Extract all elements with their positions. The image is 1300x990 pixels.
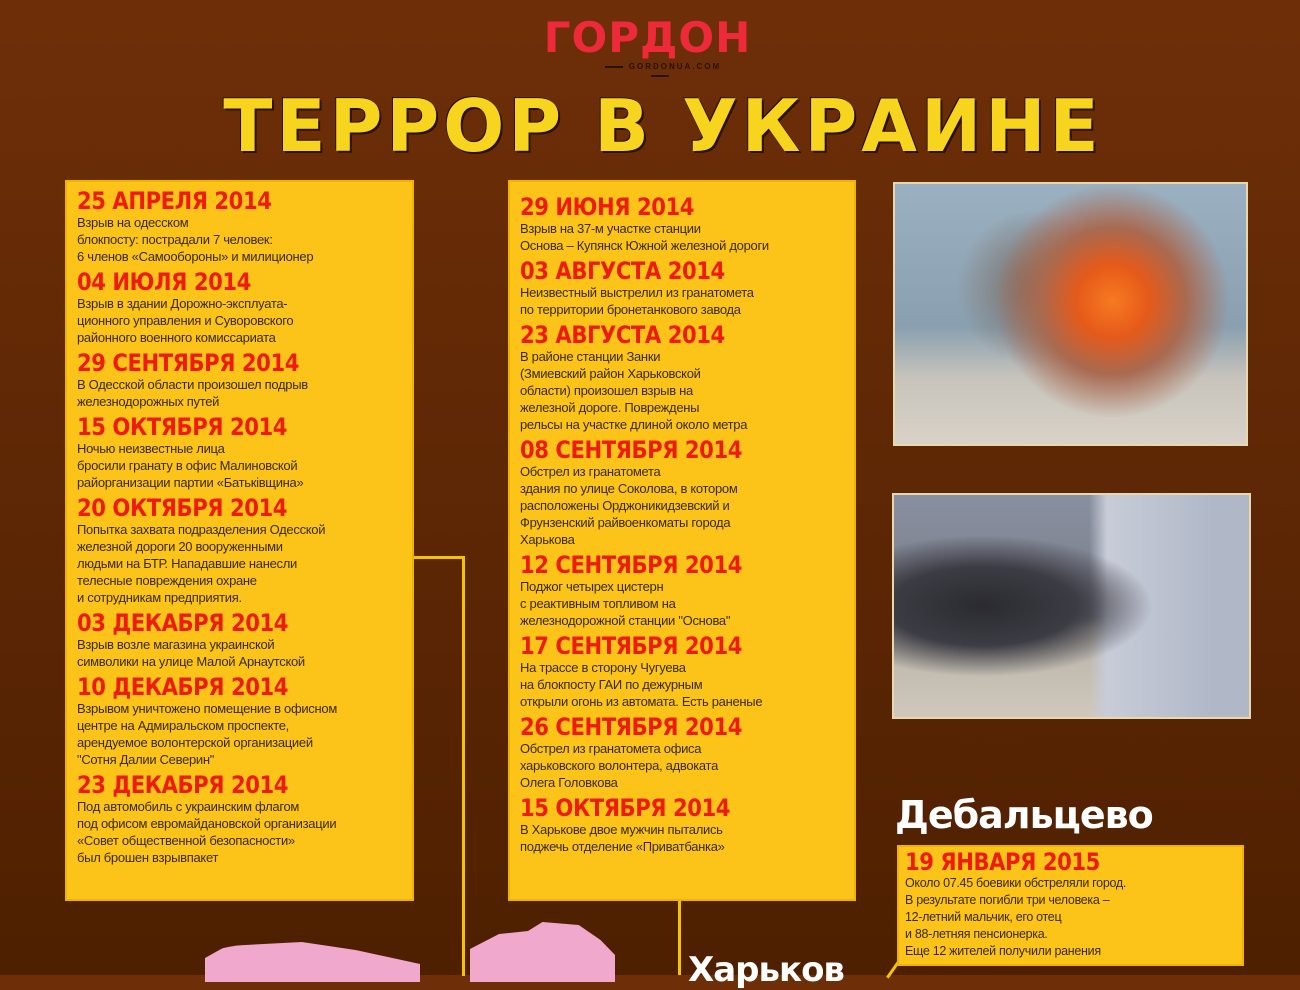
timeline-event: [77, 188, 404, 265]
event-date: 26 СЕНТЯБРЯ 2014: [520, 713, 742, 741]
timeline-event: [520, 795, 846, 855]
event-date: 12 СЕНТЯБРЯ 2014: [520, 551, 742, 579]
odessa-events-panel: [65, 180, 414, 901]
event-description: Попытка захвата подразделения Одесской железной дороги 20 вооруженными людьми на БТР. Нападавшие нанесли телесные повреждения охране и сотрудникам предприятия.: [77, 522, 326, 605]
explosion-photo: [893, 182, 1248, 446]
event-description: В Одесской области произошел подрыв железнодорожных путей: [77, 377, 308, 409]
event-description: Взрыв на 37-м участке станции Основа – Купянск Южной железной дороги: [520, 221, 769, 253]
event-description: Обстрел из гранатомета здания по улице Соколова, в котором расположены Орджоникидзевский и Фрунзенский райвоенкоматы города Харькова: [520, 464, 738, 547]
timeline-event: [520, 437, 846, 548]
event-description: Взрывом уничтожено помещение в офисном центре на Адмиральском проспекте, арендуемое волонтерской организацией "Сотня Далии Северин": [77, 701, 337, 767]
event-description: Ночью неизвестные лица бросили гранату в офис Малиновской райорганизации партии «Батьківщина»: [77, 441, 304, 490]
event-date: 25 АПРЕЛЯ 2014: [77, 187, 272, 215]
page-title: ТЕРРОР В УКРАИНЕ: [223, 84, 1103, 168]
timeline-event: [77, 269, 404, 346]
event-date: 19 ЯНВАРЯ 2015: [905, 848, 1100, 876]
debaltsevo-event-panel: [897, 845, 1244, 966]
timeline-event: [77, 414, 404, 491]
kharkov-region-map: [470, 922, 615, 982]
timeline-event: [77, 674, 404, 768]
event-description: На трассе в сторону Чугуева на блокпосту ГАИ по дежурным открыли огонь из автомата. Есть раненые: [520, 660, 763, 709]
event-description: Взрыв в здании Дорожно-эксплуата- ционного управления и Суворовского районного военного комиссариата: [77, 296, 294, 345]
connector-line: [413, 556, 465, 559]
odessa-region-map: [205, 942, 420, 982]
event-date: 04 ИЮЛЯ 2014: [77, 268, 251, 296]
debaltsevo-label: Дебальцево: [895, 793, 1153, 837]
event-date: 29 ИЮНЯ 2014: [520, 193, 695, 221]
event-date: 15 ОКТЯБРЯ 2014: [520, 794, 731, 822]
event-date: 15 ОКТЯБРЯ 2014: [77, 413, 288, 441]
gordon-logo: ГОРДОН: [543, 13, 752, 62]
event-description: Неизвестный выстрелил из гранатомета по территории бронетанкового завода: [520, 285, 754, 317]
event-date: 29 СЕНТЯБРЯ 2014: [77, 349, 299, 377]
event-description: Обстрел из гранатомета офиса харьковского волонтера, адвоката Олега Головкова: [520, 741, 719, 790]
timeline-event: [77, 495, 404, 606]
event-description: Взрыв возле магазина украинской символики на улице Малой Арнаутской: [77, 637, 305, 669]
event-description: В районе станции Занки (Змиевский район Харьковской области) произошел взрыв на железной дороге. Повреждены рельсы на участке длиной около метра: [520, 349, 748, 432]
timeline-event: [520, 633, 846, 710]
kharkov-events-panel: [508, 180, 856, 901]
event-description: В Харькове двое мужчин пытались поджечь отделение «Приватбанка»: [520, 822, 725, 854]
event-date: 08 СЕНТЯБРЯ 2014: [520, 436, 742, 464]
event-description: Под автомобиль с украинским флагом под офисом евромайдановской организации «Совет общественной безопасности» был брошен взрывпакет: [77, 799, 337, 865]
event-date: 20 ОКТЯБРЯ 2014: [77, 494, 288, 522]
connector-line: [678, 900, 681, 975]
event-description: Около 07.45 боевики обстреляли город. В результате погибли три человека – 12-летний мальчик, его отец и 88-летняя пенсионерка. Еще 12 жителей получили ранения: [905, 876, 1127, 958]
timeline-event: [77, 772, 404, 866]
event-date: 23 ДЕКАБРЯ 2014: [77, 771, 288, 799]
event-description: Взрыв на одесском блокпосту: пострадали 7 человек: 6 членов «Самообороны» и милиционер: [77, 215, 314, 264]
timeline-event: [520, 552, 846, 629]
kharkov-label: Харьков: [688, 950, 844, 990]
event-date: 03 АВГУСТА 2014: [520, 257, 725, 285]
timeline-event: [520, 258, 846, 318]
timeline-event: [77, 610, 404, 670]
event-date: 23 АВГУСТА 2014: [520, 321, 725, 349]
event-description: Поджог четырех цистерн с реактивным топливом на железнодорожной станции "Основа": [520, 579, 731, 628]
event-date: 03 ДЕКАБРЯ 2014: [77, 609, 288, 637]
event-date: 10 ДЕКАБРЯ 2014: [77, 673, 288, 701]
logo-subtitle: GORDONUA.COM: [585, 62, 735, 80]
timeline-event: [520, 322, 846, 433]
burning-cars-photo: [892, 493, 1251, 719]
timeline-event: [77, 350, 404, 410]
timeline-event: [520, 194, 846, 254]
timeline-event: [520, 714, 846, 791]
event-date: 17 СЕНТЯБРЯ 2014: [520, 632, 742, 660]
connector-line: [462, 556, 465, 976]
